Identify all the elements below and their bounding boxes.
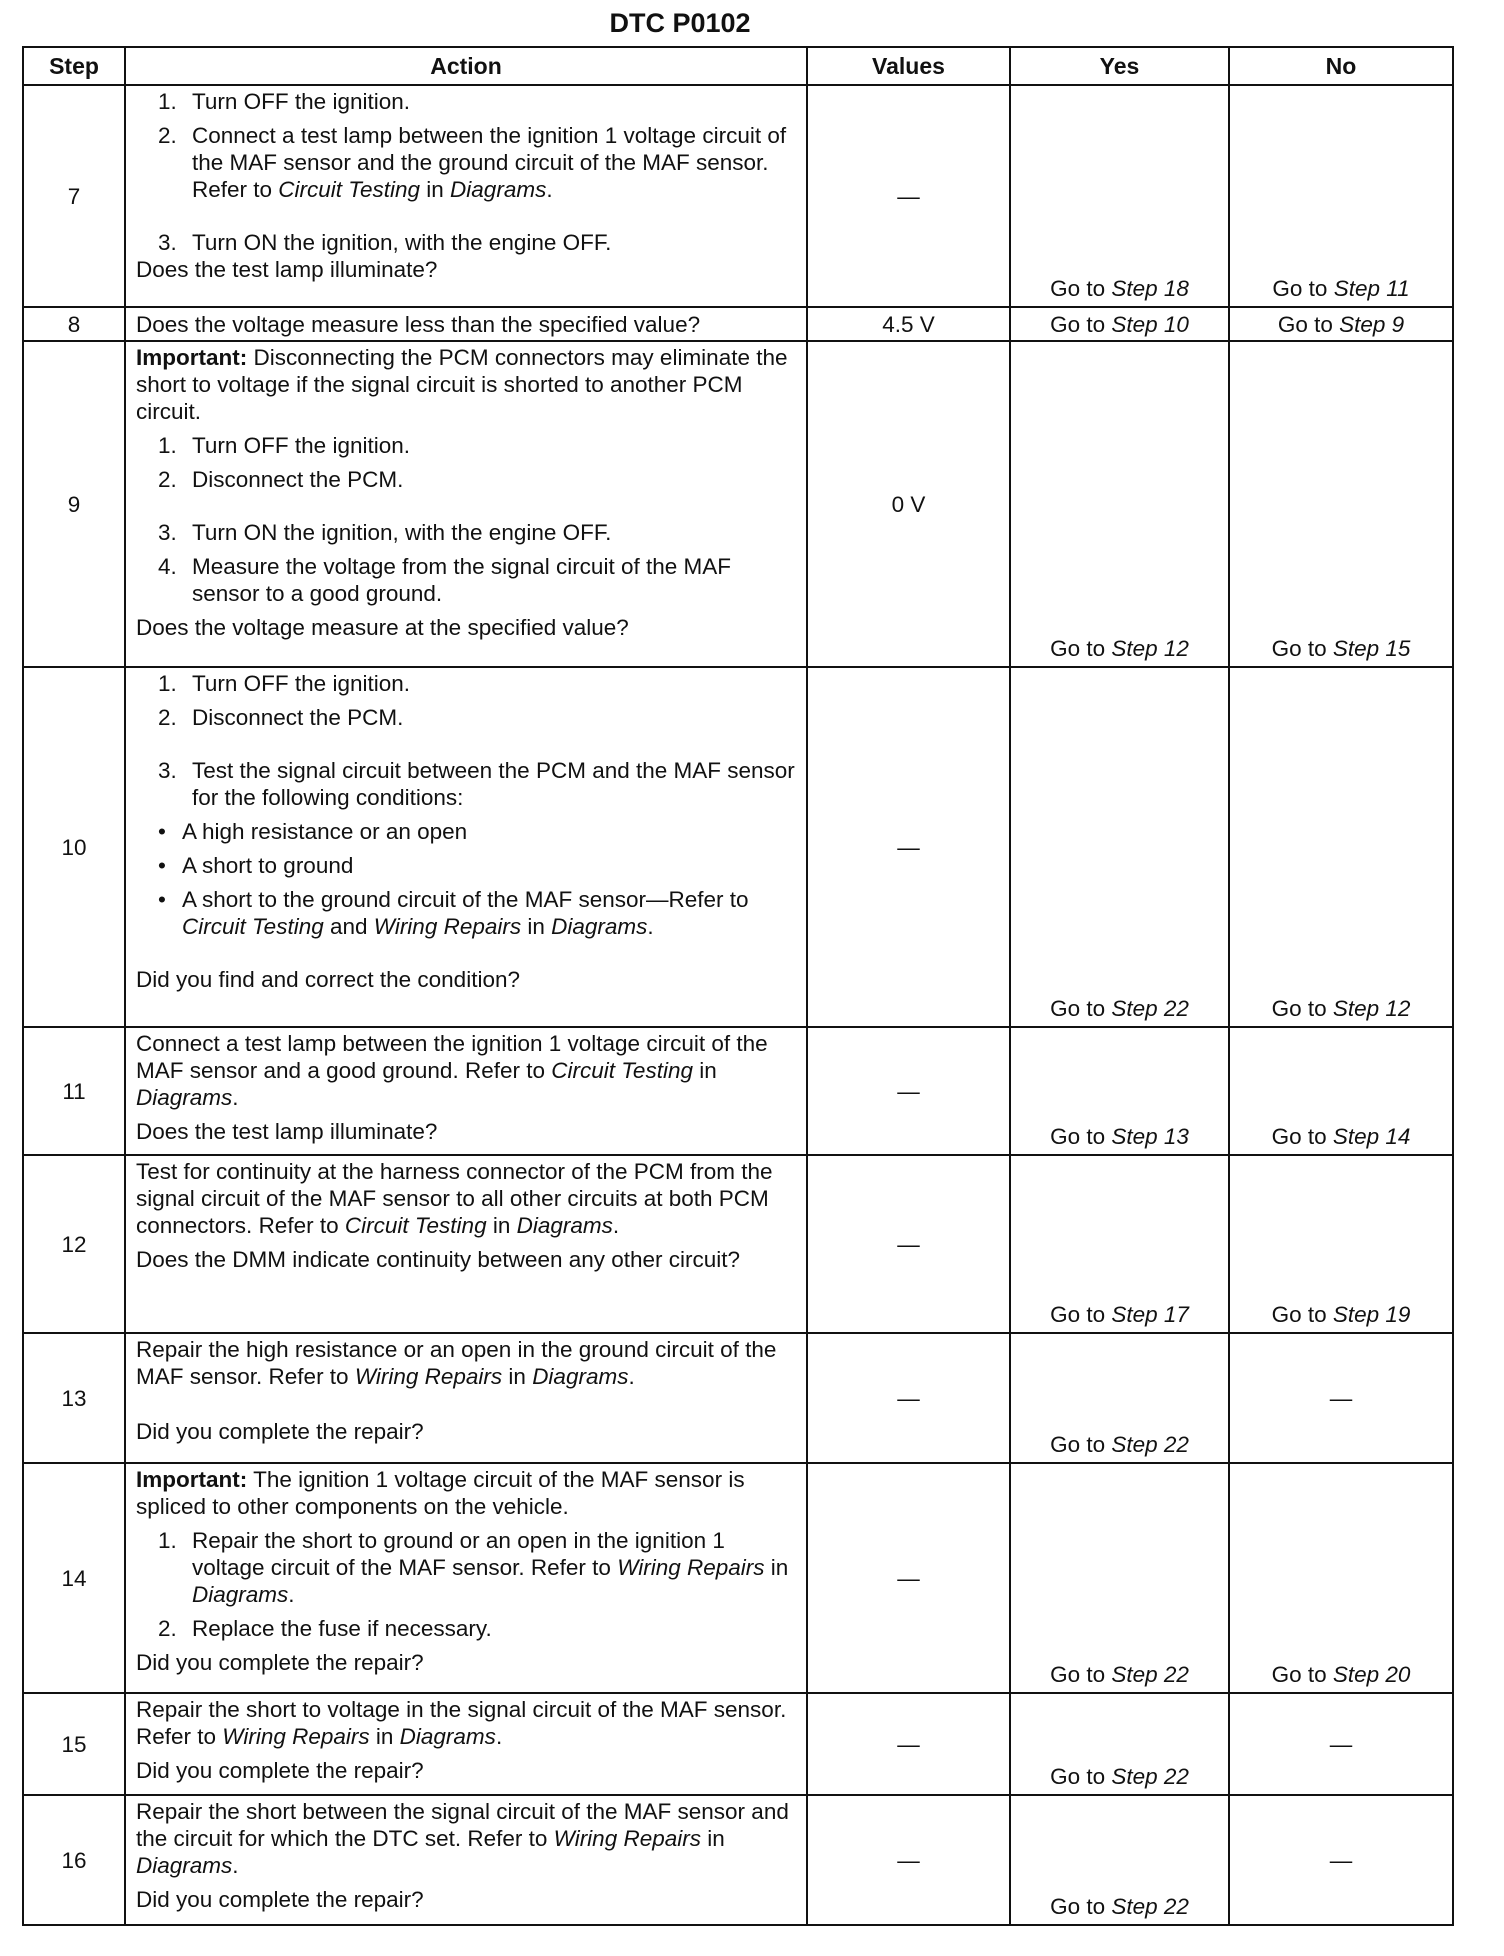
yes-goto: Go to Step 22 — [1010, 1463, 1229, 1693]
action-cell — [125, 1333, 807, 1463]
no-goto: Go to Step 19 — [1229, 1155, 1453, 1333]
table-row — [23, 1693, 1453, 1795]
important-note: Important: The ignition 1 voltage circuit of the MAF sensor is spliced to other components on the vehicle. — [136, 1467, 745, 1519]
bullet-item: • A high resistance or an open — [158, 819, 468, 844]
value-cell: — — [807, 1155, 1010, 1333]
no-dash: — — [1229, 1693, 1453, 1795]
question-text: Does the voltage measure at the specified value? — [136, 615, 629, 640]
action-cell — [125, 85, 807, 307]
no-goto: Go to Step 9 — [1229, 307, 1453, 341]
value-cell: — — [807, 1333, 1010, 1463]
list-item: 3. Turn ON the ignition, with the engine OFF. — [158, 520, 612, 545]
header-action: Action — [125, 47, 807, 85]
action-cell — [125, 1693, 807, 1795]
step-number: 14 — [23, 1463, 125, 1693]
table-row — [23, 1027, 1453, 1155]
no-goto: Go to Step 15 — [1229, 341, 1453, 667]
step-number: 13 — [23, 1333, 125, 1463]
step-number: 9 — [23, 341, 125, 667]
table-row — [23, 667, 1453, 1027]
no-goto: Go to Step 12 — [1229, 667, 1453, 1027]
yes-goto: Go to Step 22 — [1010, 1693, 1229, 1795]
list-item: 1. Turn OFF the ignition. — [158, 671, 411, 696]
header-step: Step — [23, 47, 125, 85]
header-no: No — [1229, 47, 1453, 85]
action-text: Connect a test lamp between the ignition 1 voltage circuit of the MAF sensor and a good ground. Refer to Circuit Testing in Diagrams. — [136, 1031, 768, 1110]
action-cell — [125, 1027, 807, 1155]
question-text: Does the DMM indicate continuity between any other circuit? — [136, 1247, 741, 1272]
question-text: Did you complete the repair? — [136, 1758, 424, 1783]
table-row — [23, 1795, 1453, 1925]
step-number: 10 — [23, 667, 125, 1027]
question-text: Did you complete the repair? — [136, 1887, 424, 1912]
step-number: 11 — [23, 1027, 125, 1155]
bullet-item: • A short to ground — [158, 853, 354, 878]
important-note: Important: Disconnecting the PCM connectors may eliminate the short to voltage if the signal circuit is shorted to another PCM circuit. — [136, 345, 788, 424]
yes-goto: Go to Step 22 — [1010, 667, 1229, 1027]
no-goto: Go to Step 11 — [1229, 85, 1453, 307]
value-cell: — — [807, 1463, 1010, 1693]
yes-goto: Go to Step 22 — [1010, 1795, 1229, 1925]
action-cell — [125, 341, 807, 667]
bullet-item: • A short to the ground circuit of the MAF sensor—Refer to Circuit Testing and Wiring Repairs in Diagrams. — [158, 887, 749, 939]
list-item: 2. Replace the fuse if necessary. — [158, 1616, 492, 1641]
value-cell: 0 V — [807, 341, 1010, 667]
yes-goto: Go to Step 13 — [1010, 1027, 1229, 1155]
action-text: Repair the short to voltage in the signal circuit of the MAF sensor. Refer to Wiring Repairs in Diagrams. — [136, 1697, 787, 1749]
action-text: Repair the short between the signal circuit of the MAF sensor and the circuit for which the DTC set. Refer to Wiring Repairs in Diagrams. — [136, 1799, 789, 1878]
list-item: 1. Turn OFF the ignition. — [158, 433, 411, 458]
value-cell: — — [807, 1027, 1010, 1155]
table-header-row — [23, 47, 1453, 85]
list-item: 4. Measure the voltage from the signal circuit of the MAF sensor to a good ground. — [158, 554, 731, 606]
no-goto: Go to Step 20 — [1229, 1463, 1453, 1693]
question-text: Does the voltage measure less than the specified value? — [136, 311, 701, 337]
table-row — [23, 1333, 1453, 1463]
yes-goto: Go to Step 22 — [1010, 1333, 1229, 1463]
value-cell: 4.5 V — [807, 307, 1010, 341]
value-cell: — — [807, 1693, 1010, 1795]
table-row — [23, 341, 1453, 667]
table-row — [23, 1155, 1453, 1333]
no-dash: — — [1229, 1795, 1453, 1925]
no-goto: Go to Step 14 — [1229, 1027, 1453, 1155]
step-number: 15 — [23, 1693, 125, 1795]
step-number: 12 — [23, 1155, 125, 1333]
action-cell — [125, 1795, 807, 1925]
yes-goto: Go to Step 17 — [1010, 1155, 1229, 1333]
list-item: 1. Turn OFF the ignition. — [158, 89, 411, 114]
step-number: 16 — [23, 1795, 125, 1925]
yes-goto: Go to Step 10 — [1010, 307, 1229, 341]
list-item: 2. Disconnect the PCM. — [158, 467, 404, 492]
value-cell: — — [807, 1795, 1010, 1925]
table-row — [23, 307, 1453, 341]
action-text: Repair the high resistance or an open in the ground circuit of the MAF sensor. Refer to Wiring Repairs in Diagrams. — [136, 1337, 777, 1389]
list-item: 3. Test the signal circuit between the PCM and the MAF sensor for the following conditions: — [158, 758, 795, 810]
question-text: Did you complete the repair? — [136, 1419, 424, 1444]
list-item: 1. Repair the short to ground or an open in the ignition 1 voltage circuit of the MAF sensor. Refer to Wiring Repairs in Diagrams. — [158, 1528, 789, 1607]
list-item: 2. Disconnect the PCM. — [158, 705, 404, 730]
action-text: Test for continuity at the harness connector of the PCM from the signal circuit of the MAF sensor to all other circuits at both PCM connectors. Refer to Circuit Testing in Diagrams. — [136, 1159, 773, 1238]
no-dash: — — [1229, 1333, 1453, 1463]
question-text: Did you complete the repair? — [136, 1650, 424, 1675]
yes-goto: Go to Step 12 — [1010, 341, 1229, 667]
action-cell — [125, 1463, 807, 1693]
header-yes: Yes — [1010, 47, 1229, 85]
action-cell — [125, 667, 807, 1027]
value-cell: — — [807, 667, 1010, 1027]
table-row — [23, 1463, 1453, 1693]
value-cell: — — [807, 85, 1010, 307]
list-item: 3. Turn ON the ignition, with the engine OFF. — [158, 230, 612, 255]
diagnostic-table — [22, 46, 1454, 1926]
question-text: Does the test lamp illuminate? — [136, 1119, 438, 1144]
yes-goto: Go to Step 18 — [1010, 85, 1229, 307]
question-text: Did you find and correct the condition? — [136, 967, 520, 992]
action-cell — [125, 307, 807, 341]
page-title: DTC P0102 — [609, 8, 751, 38]
question-text: Does the test lamp illuminate? — [136, 257, 438, 282]
step-number: 7 — [23, 85, 125, 307]
action-cell — [125, 1155, 807, 1333]
table-row — [23, 85, 1453, 307]
header-values: Values — [807, 47, 1010, 85]
step-number: 8 — [23, 307, 125, 341]
list-item: 2. Connect a test lamp between the ignition 1 voltage circuit of the MAF sensor and the ground circuit of the MAF sensor. Refer to Circuit Testing in Diagrams. — [158, 123, 787, 202]
